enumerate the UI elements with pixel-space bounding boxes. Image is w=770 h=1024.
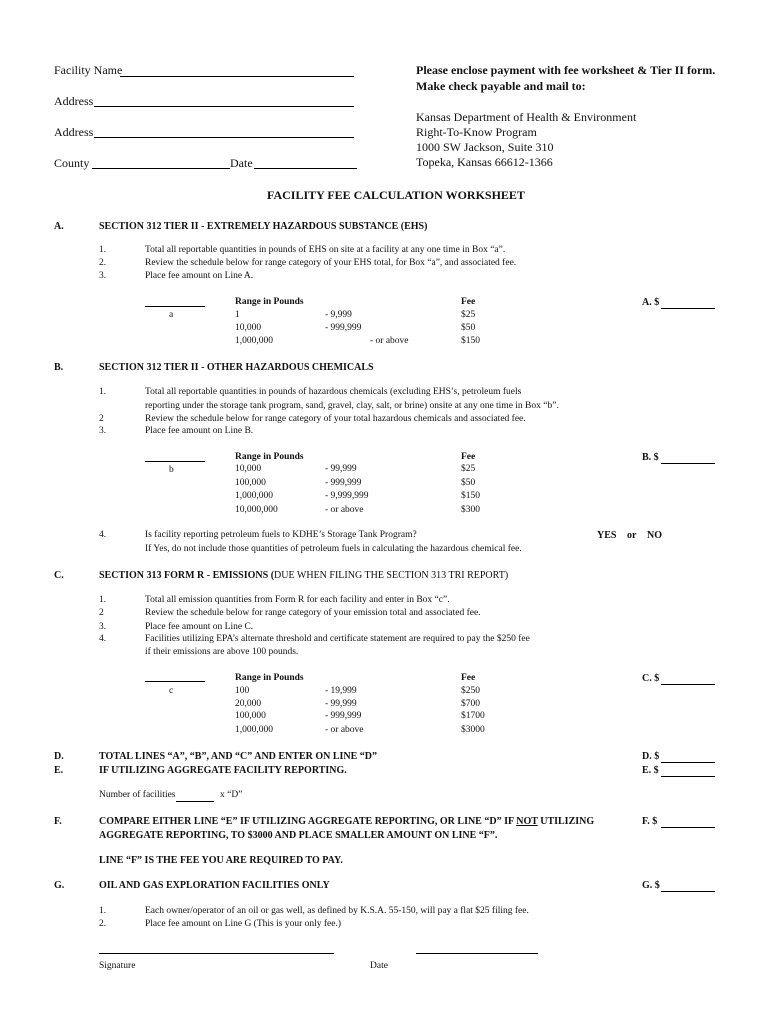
section-d-text: TOTAL LINES “A”, “B”, AND “C” AND ENTER ON LINE “D” — [99, 751, 378, 762]
step-text: Review the schedule below for range category of your total hazardous chemicals and associated fee. — [145, 414, 526, 424]
step-number: 3. — [99, 426, 107, 436]
header-date-field[interactable] — [254, 168, 357, 169]
range-from: 10,000,000 — [235, 505, 278, 515]
line-f-note: LINE “F” IS THE FEE YOU ARE REQUIRED TO PAY. — [99, 855, 343, 866]
step-text: Place fee amount on Line B. — [145, 426, 254, 436]
address2-field[interactable] — [94, 137, 354, 138]
step-number: 2 — [99, 414, 104, 424]
box-b-label: b — [169, 465, 174, 475]
box-c-label: c — [169, 686, 174, 696]
section-d-letter: D. — [54, 751, 64, 762]
range-to: - or above — [325, 725, 364, 735]
address2-label: Address — [54, 125, 94, 139]
section-c-letter: C. — [54, 570, 64, 581]
section-c-heading-bold: SECTION 313 FORM R - EMISSIONS ( — [99, 570, 275, 581]
line-a-field[interactable] — [661, 308, 715, 309]
county-label: County — [54, 156, 90, 170]
line-d-field[interactable] — [661, 762, 715, 763]
step-text: Total all emission quantities from Form R for each facility and enter in Box “c”. — [145, 595, 450, 605]
section-c-heading — [99, 570, 508, 581]
step-number: 2. — [99, 919, 107, 929]
facilities-multiplier: x “D” — [220, 790, 243, 800]
step-text: Total all reportable quantities in pounds of EHS on site at a facility at any one time in Box “a”. — [145, 245, 506, 255]
step-text: Total all reportable quantities in pounds of hazardous chemicals (excluding EHS’s, petroleum fuels — [145, 387, 522, 397]
line-b-label: B. $ — [642, 452, 659, 463]
step-number: 1. — [99, 595, 107, 605]
yes-option[interactable]: YES — [597, 530, 617, 541]
fee-header: Fee — [461, 452, 476, 462]
address1-label: Address — [54, 94, 94, 108]
section-f-letter: F. — [54, 816, 62, 827]
box-a-field[interactable] — [145, 306, 205, 307]
range-to: - 9,999 — [325, 310, 352, 320]
section-e-text: IF UTILIZING AGGREGATE FACILITY REPORTING. — [99, 765, 347, 776]
range-to: - 999,999 — [325, 323, 362, 333]
line-f-label: F. $ — [642, 816, 658, 827]
step-text: if their emissions are above 100 pounds. — [145, 647, 299, 657]
range-from: 10,000 — [235, 323, 262, 333]
step-number: 1. — [99, 387, 107, 397]
step-number: 3. — [99, 622, 107, 632]
step-text: Place fee amount on Line G (This is your only fee.) — [145, 919, 342, 929]
range-to: - or above — [325, 505, 364, 515]
section-c-heading-rest: DUE WHEN FILING THE SECTION 313 TRI REPORT) — [274, 570, 509, 581]
instructions-line2: Make check payable and mail to: — [416, 79, 586, 93]
line-a-label: A. $ — [642, 297, 660, 308]
signature-date-field[interactable] — [416, 953, 538, 954]
section-g-heading: OIL AND GAS EXPLORATION FACILITIES ONLY — [99, 880, 330, 891]
range-from: 1,000,000 — [235, 336, 273, 346]
fee-value: $1700 — [461, 711, 485, 721]
step-text: Each owner/operator of an oil or gas well, as defined by K.S.A. 55-150, will pay a flat $25 filing fee. — [145, 906, 529, 916]
section-a-heading: SECTION 312 TIER II - EXTREMELY HAZARDOUS SUBSTANCE (EHS) — [99, 221, 428, 232]
step-number: 4. — [99, 634, 107, 644]
facility-name-label: Facility Name — [54, 63, 123, 77]
signature-date-label: Date — [370, 961, 388, 971]
fee-value: $25 — [461, 464, 476, 474]
line-f-field[interactable] — [661, 827, 715, 828]
section-a-letter: A. — [54, 221, 64, 232]
section-b-heading: SECTION 312 TIER II - OTHER HAZARDOUS CHEMICALS — [99, 362, 374, 373]
signature-label: Signature — [99, 961, 136, 971]
section-f-text-a: COMPARE EITHER LINE “E” IF UTILIZING AGGREGATE REPORTING, OR LINE “D” IF — [99, 816, 517, 827]
step-number: 2. — [99, 258, 107, 268]
range-to: - 19,999 — [325, 686, 357, 696]
range-to: - 999,999 — [325, 711, 362, 721]
fee-value: $150 — [461, 336, 480, 346]
fee-value: $300 — [461, 505, 480, 515]
line-g-label: G. $ — [642, 880, 660, 891]
range-header: Range in Pounds — [235, 297, 304, 307]
range-from: 100,000 — [235, 711, 266, 721]
box-b-field[interactable] — [145, 461, 205, 462]
range-from: 1,000,000 — [235, 491, 273, 501]
fee-value: $25 — [461, 310, 476, 320]
section-g-letter: G. — [54, 880, 65, 891]
question-note: If Yes, do not include those quantities of petroleum fuels in calculating the hazardous chemical fee. — [145, 544, 522, 554]
question-text: Is facility reporting petroleum fuels to KDHE’s Storage Tank Program? — [145, 530, 417, 540]
step-text: Review the schedule below for range category of your EHS total, for Box “a”, and associated fee. — [145, 258, 517, 268]
page-title: FACILITY FEE CALCULATION WORKSHEET — [267, 188, 525, 202]
header-date-label: Date — [230, 156, 253, 170]
fee-value: $150 — [461, 491, 480, 501]
range-header: Range in Pounds — [235, 673, 304, 683]
step-text: reporting under the storage tank program, sand, gravel, clay, salt, or brine) onsite at any one time in Box “b”. — [145, 401, 559, 411]
range-to: - 9,999,999 — [325, 491, 369, 501]
step-text: Place fee amount on Line A. — [145, 271, 254, 281]
fee-value: $700 — [461, 699, 480, 709]
mail-to-line: 1000 SW Jackson, Suite 310 — [416, 140, 554, 154]
line-d-label: D. $ — [642, 751, 660, 762]
range-to: - 99,999 — [325, 464, 357, 474]
range-from: 100 — [235, 686, 250, 696]
step-number: 3. — [99, 271, 107, 281]
line-c-label: C. $ — [642, 673, 660, 684]
section-b-letter: B. — [54, 362, 64, 373]
section-e-letter: E. — [54, 765, 64, 776]
fee-value: $50 — [461, 323, 476, 333]
box-c-field[interactable] — [145, 681, 205, 682]
range-from: 10,000 — [235, 464, 262, 474]
range-to: - or above — [370, 336, 409, 346]
fee-value: $3000 — [461, 725, 485, 735]
range-to: - 999,999 — [325, 478, 362, 488]
address1-field[interactable] — [94, 106, 354, 107]
step-number: 2 — [99, 608, 104, 618]
step-number: 4. — [99, 530, 107, 540]
line-e-label: E. $ — [642, 765, 659, 776]
fee-value: $50 — [461, 478, 476, 488]
range-to: - 99,999 — [325, 699, 357, 709]
facility-name-field[interactable] — [120, 76, 354, 77]
range-from: 1 — [235, 310, 240, 320]
county-field[interactable] — [92, 168, 230, 169]
line-g-field[interactable] — [661, 891, 715, 892]
fee-header: Fee — [461, 297, 476, 307]
step-text: Place fee amount on Line C. — [145, 622, 254, 632]
facilities-label: Number of facilities — [99, 790, 176, 800]
step-number: 1. — [99, 906, 107, 916]
fee-header: Fee — [461, 673, 476, 683]
signature-field[interactable] — [99, 953, 334, 954]
range-header: Range in Pounds — [235, 452, 304, 462]
step-number: 1. — [99, 245, 107, 255]
not-emphasis: NOT — [516, 816, 538, 827]
range-from: 20,000 — [235, 699, 262, 709]
box-a-label: a — [169, 310, 174, 320]
section-f-text-b: UTILIZING — [537, 816, 595, 827]
step-text: Facilities utilizing EPA’s alternate threshold and certificate statement are required to pay the $250 fee — [145, 634, 530, 644]
or-text: or — [627, 530, 637, 541]
line-e-field[interactable] — [661, 776, 715, 777]
range-from: 1,000,000 — [235, 725, 273, 735]
range-from: 100,000 — [235, 478, 266, 488]
facilities-count-field[interactable] — [176, 801, 214, 802]
mail-to-line: Topeka, Kansas 66612-1366 — [416, 155, 553, 169]
section-f-text-line2: AGGREGATE REPORTING, TO $3000 AND PLACE SMALLER AMOUNT ON LINE “F”. — [99, 830, 498, 841]
line-c-field[interactable] — [661, 684, 715, 685]
section-f-text-line1 — [99, 816, 594, 827]
step-text: Review the schedule below for range category of your emission total and associated fee. — [145, 608, 481, 618]
line-b-field[interactable] — [661, 463, 715, 464]
instructions-line1: Please enclose payment with fee worksheet & Tier II form. — [416, 63, 716, 77]
mail-to-line: Right-To-Know Program — [416, 125, 537, 139]
fee-value: $250 — [461, 686, 480, 696]
no-option[interactable]: NO — [647, 530, 662, 541]
mail-to-line: Kansas Department of Health & Environment — [416, 110, 637, 124]
